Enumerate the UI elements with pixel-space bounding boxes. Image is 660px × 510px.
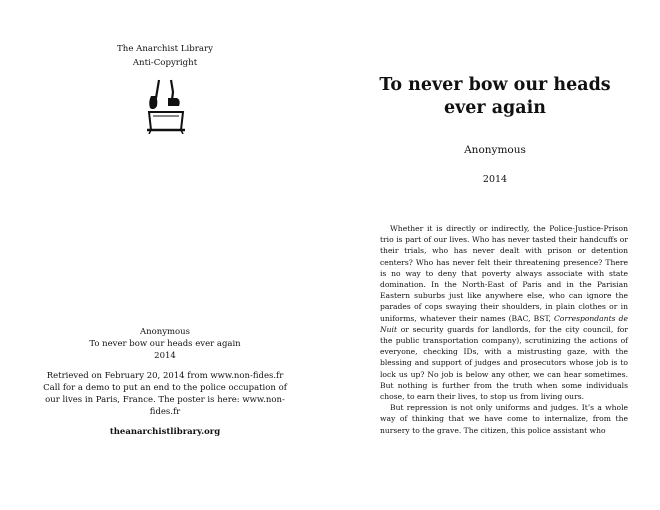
colophon-year: 2014	[154, 351, 176, 361]
colophon-spacer	[40, 362, 290, 370]
paragraph-2: But repression is not only uniforms and judges. It’s a whole way of thinking that we have come to internalize, from the nursery to the grave. The citizen, this police assistant who	[380, 403, 628, 435]
library-name: The Anarchist Library	[117, 44, 213, 54]
library-header	[0, 42, 330, 70]
colophon-title: To never bow our heads ever again	[89, 339, 241, 349]
colophon-author: Anonymous	[139, 327, 191, 337]
document-year: 2014	[482, 174, 508, 185]
colophon	[40, 326, 290, 438]
paragraph-1-part-a: Whether it is directly or indirectly, the Police-Justice-Prison trio is part of our lives. Who has never tasted their handcuffs or their trials, who has never dealt with prison or detention centers? Who has never felt their threatening presence? There is no way to deny that poverty always associate with state domination. In the North-East of Paris and in the Parisian Eastern suburbs just like anywhere else, who can ignore the parades of cops swaying their shoulders, in plain clothes or in uniforms, whatever their names (BAC, BST,	[380, 224, 628, 323]
document-title: To never bow our heads ever again	[379, 75, 611, 118]
anarchist-library-logo-icon	[135, 78, 195, 134]
colophon-retrieved: Retrieved on February 20, 2014 from www.non-fides.fr	[46, 371, 284, 381]
right-page	[330, 0, 660, 510]
body-text	[380, 223, 628, 436]
paragraph-1	[380, 223, 628, 402]
document-author: Anonymous	[464, 144, 526, 156]
colophon-note: Call for a demo to put an end to the police occupation of our lives in Paris, France. The poster is here: www.non-fides.fr	[43, 383, 287, 417]
paragraph-1-part-b: or security guards for landlords, for the city council, for the public transportation company), scrutinizing the actions of everyone, checking IDs, with a mistrusting gaze, with the blessing and support of judges and prosecutors whose job is to lock us up? No job is below any other, we can hear sometimes. But nothing is further from the truth when some individuals chose, to earn their lives, to stop us from living ours.	[380, 324, 628, 402]
license-label: Anti-Copyright	[132, 58, 198, 68]
library-website: theanarchistlibrary.org	[109, 427, 221, 437]
paragraph-1-emphasis: Correspondants de Nuit	[380, 313, 628, 334]
